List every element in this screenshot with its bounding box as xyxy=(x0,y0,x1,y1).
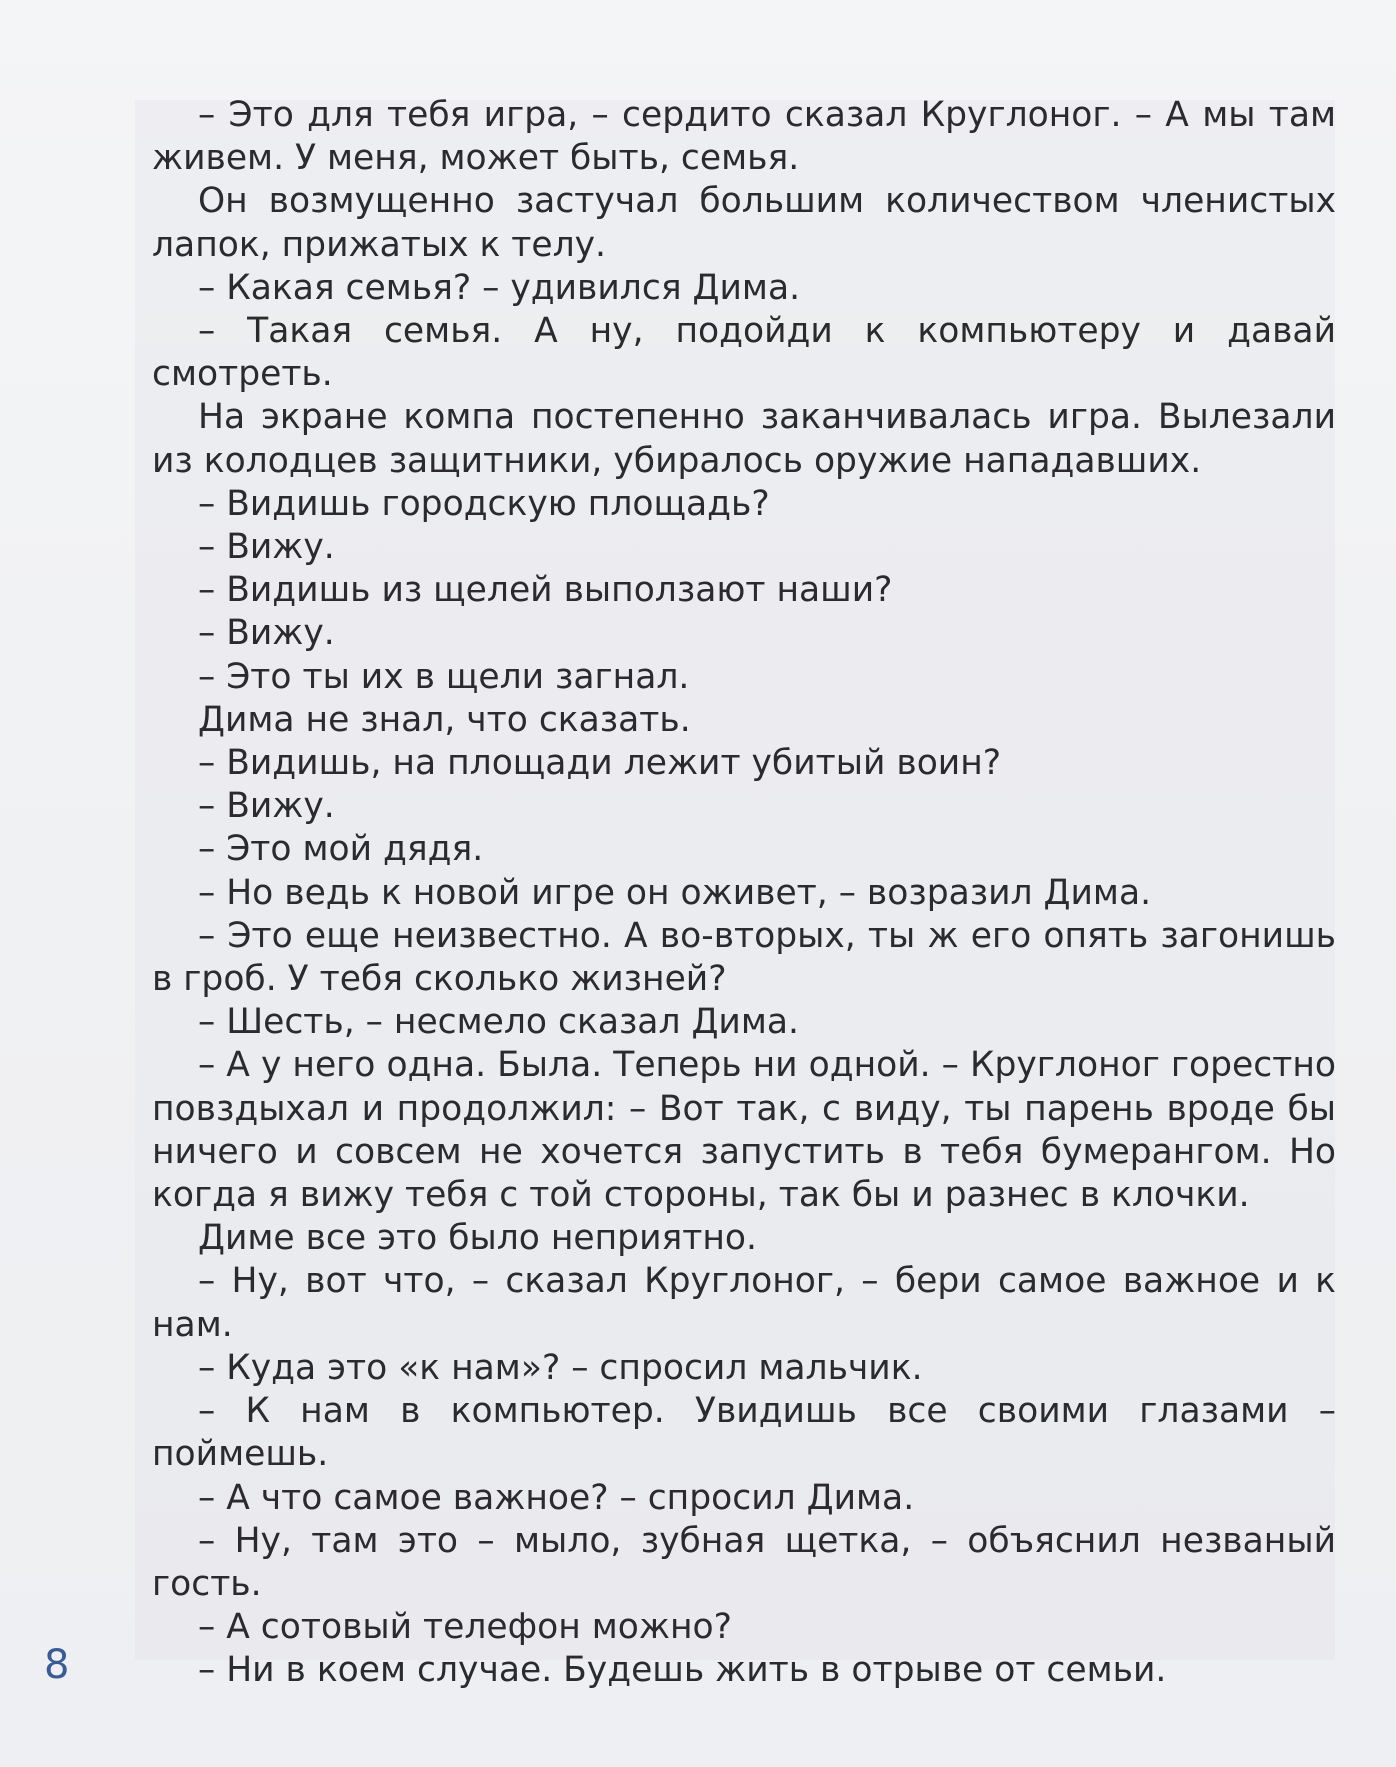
paragraph: – Вижу. xyxy=(198,786,335,827)
paragraph: – Но ведь к новой игре он оживет, – возразил Дима. xyxy=(198,872,1152,913)
paragraph: – А что самое важное? – спросил Дима. xyxy=(198,1477,915,1518)
paragraph: – К нам в компьютер. Увидишь все своими глазами – поймешь. xyxy=(152,1391,1336,1475)
paragraph: – А у него одна. Была. Теперь ни одной. – Круглоног горестно повздыхал и продолжил: – Вот так, с виду, ты парень вроде бы ничего и совсем не хочется запустить в тебя бумерангом. Но когда я вижу тебя с той стороны, так бы и разнес в клочки. xyxy=(152,1045,1336,1216)
paragraph: – Ну, вот что, – сказал Круглоног, – бери самое важное и к нам. xyxy=(152,1261,1336,1345)
paragraph: – Это еще неизвестно. А во-вторых, ты ж его опять загонишь в гроб. У тебя сколько жизней? xyxy=(152,915,1336,1000)
paragraph: Диме все это было неприятно. xyxy=(198,1218,757,1259)
paragraph: На экране компа постепенно заканчивалась игра. Вылезали из колодцев защитники, убиралось оружие нападавших. xyxy=(152,397,1336,481)
paragraph: – Куда это «к нам»? – спросил мальчик. xyxy=(198,1347,923,1388)
paragraph: – Ну, там это – мыло, зубная щетка, – объяснил незваный гость. xyxy=(152,1520,1336,1604)
paragraph: – Вижу. xyxy=(198,613,335,654)
paragraph: – Видишь городскую площадь? xyxy=(198,483,770,524)
body-text xyxy=(152,94,1336,1693)
page-number: 8 xyxy=(44,1642,70,1688)
paragraph: – А сотовый телефон можно? xyxy=(198,1607,732,1648)
paragraph: – Какая семья? – удивился Дима. xyxy=(198,267,801,308)
paragraph: – Это мой дядя. xyxy=(198,829,484,870)
paragraph: – Видишь из щелей выползают наши? xyxy=(198,570,893,611)
paragraph: Дима не знал, что сказать. xyxy=(198,699,691,740)
paragraph: – Вижу. xyxy=(198,527,335,568)
paragraph: – Это ты их в щели загнал. xyxy=(198,656,690,697)
paragraph: – Такая семья. А ну, подойди к компьютеру и давай смотреть. xyxy=(152,311,1336,395)
paragraph: Он возмущенно застучал большим количеством членистых лапок, прижатых к телу. xyxy=(152,181,1336,265)
paragraph: – Ни в коем случае. Будешь жить в отрыве от семьи. xyxy=(198,1650,1167,1691)
paragraph: – Это для тебя игра, – сердито сказал Круглоног. – А мы там живем. У меня, может быть, семья. xyxy=(152,95,1336,179)
paragraph: – Шесть, – несмело сказал Дима. xyxy=(198,1002,799,1043)
paragraph: – Видишь, на площади лежит убитый воин? xyxy=(198,743,1002,784)
